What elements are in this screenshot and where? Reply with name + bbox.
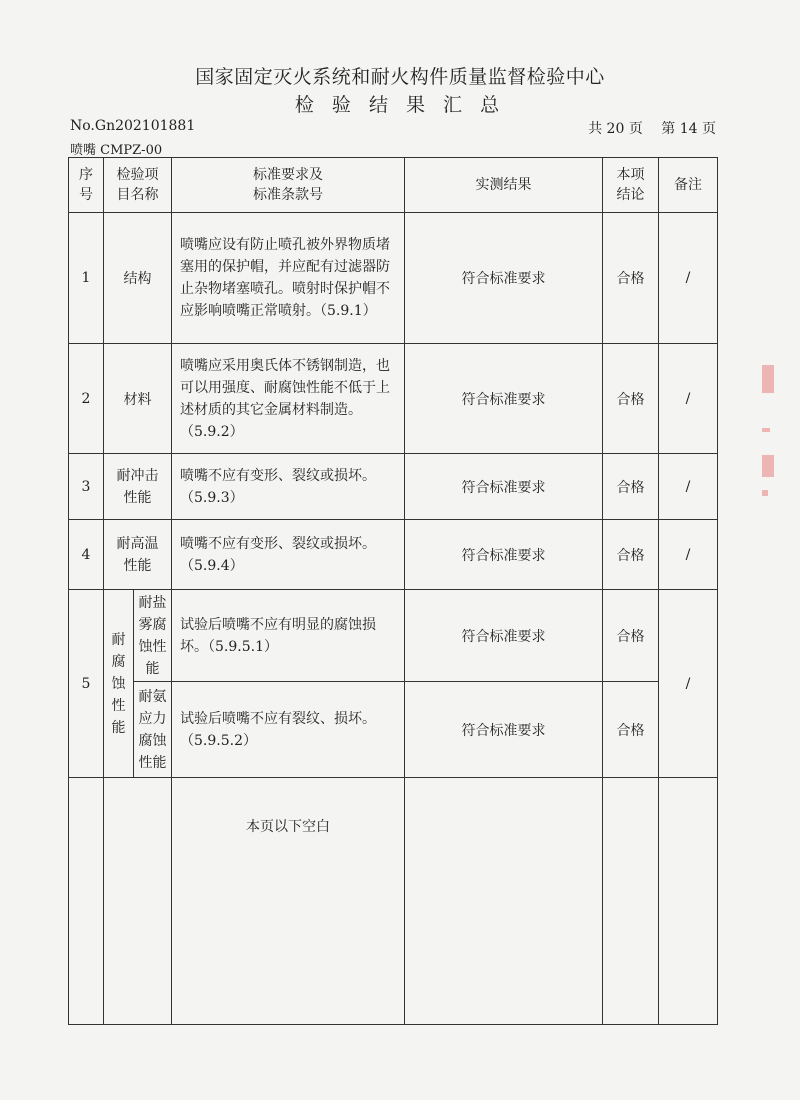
row-result: 符合标准要求 <box>405 682 603 778</box>
blank-cell <box>104 778 172 1025</box>
seal-mark <box>762 365 774 393</box>
row-item-line2: 性能 <box>123 557 152 574</box>
table-row <box>69 520 718 590</box>
table-row <box>69 344 718 454</box>
row-requirement: 喷嘴应采用奥氏体不锈钢制造，也可以用强度、耐腐蚀性能不低于上述材质的其它金属材料制造。（5.9.2） <box>172 344 405 454</box>
doc-title: 检 验 结 果 汇 总 <box>294 94 506 116</box>
row-result: 符合标准要求 <box>405 520 603 590</box>
col-item <box>104 158 172 213</box>
row-number: 4 <box>69 520 104 590</box>
col-requirement <box>172 158 405 213</box>
sub-item-line: 雾腐 <box>138 616 167 633</box>
seal-mark <box>762 490 768 496</box>
row-result: 符合标准要求 <box>405 454 603 520</box>
table-row <box>69 213 718 344</box>
row-requirement: 喷嘴应设有防止喷孔被外界物质堵塞用的保护帽，并应配有过滤器防止杂物堵塞喷孔。喷射时保护帽不应影响喷嘴正常喷射。（5.9.1） <box>172 213 405 344</box>
row-result: 符合标准要求 <box>405 213 603 344</box>
row-verdict: 合格 <box>603 682 659 778</box>
row-item-line1: 耐高温 <box>116 535 159 552</box>
row-item <box>104 454 172 520</box>
total-pages: 共 20 页 <box>588 121 643 137</box>
blank-note: 本页以下空白 <box>172 778 405 1025</box>
group-char: 腐 <box>111 653 126 670</box>
row-remark: / <box>659 213 718 344</box>
sub-item-line: 能 <box>145 660 160 677</box>
blank-cell <box>405 778 603 1025</box>
col-req-line1: 标准要求及 <box>253 167 323 183</box>
col-seq-line1: 序 <box>79 167 93 183</box>
row-verdict: 合格 <box>603 344 659 454</box>
col-item-line1: 检验项 <box>116 167 159 183</box>
row-remark: / <box>659 520 718 590</box>
sub-item-line: 蚀性 <box>138 638 167 655</box>
col-remark: 备注 <box>659 158 718 213</box>
row-verdict: 合格 <box>603 213 659 344</box>
group-char: 性 <box>111 697 126 714</box>
seal-mark <box>762 455 774 477</box>
row-verdict: 合格 <box>603 454 659 520</box>
table-header-row <box>69 158 718 213</box>
sub-item-name <box>134 590 172 682</box>
report-number: No.Gn202101881 <box>70 118 196 134</box>
col-item-line2: 目名称 <box>116 187 159 203</box>
row-requirement: 试验后喷嘴不应有裂纹、损坏。（5.9.5.2） <box>172 682 405 778</box>
table-row <box>69 590 718 682</box>
sub-item-name <box>134 682 172 778</box>
row-verdict: 合格 <box>603 520 659 590</box>
row-item: 结构 <box>104 213 172 344</box>
group-char: 耐 <box>111 631 126 648</box>
sub-item-line: 耐氨 <box>138 688 167 705</box>
page-number: 第 14 页 <box>661 121 716 137</box>
row-number: 2 <box>69 344 104 454</box>
table-row <box>69 682 718 778</box>
results-table <box>68 157 718 1025</box>
group-char: 蚀 <box>111 675 126 692</box>
row-number: 1 <box>69 213 104 344</box>
sub-item-line: 耐盐 <box>138 594 167 611</box>
row-result: 符合标准要求 <box>405 590 603 682</box>
row-group-name <box>104 590 134 778</box>
seal-mark <box>762 428 770 432</box>
page-counter <box>584 118 716 138</box>
col-seq-line2: 号 <box>79 187 93 203</box>
row-remark: / <box>659 590 718 778</box>
sub-item-line: 应力 <box>138 710 167 727</box>
row-remark: / <box>659 344 718 454</box>
row-remark: / <box>659 454 718 520</box>
col-verdict-line1: 本项 <box>616 167 645 183</box>
col-req-line2: 标准条款号 <box>253 187 323 203</box>
blank-cell <box>603 778 659 1025</box>
row-item-line1: 耐冲击 <box>116 467 159 484</box>
row-item: 材料 <box>104 344 172 454</box>
blank-cell <box>69 778 104 1025</box>
row-requirement: 喷嘴不应有变形、裂纹或损坏。（5.9.4） <box>172 520 405 590</box>
row-item <box>104 520 172 590</box>
row-item-line2: 性能 <box>123 489 152 506</box>
row-number: 3 <box>69 454 104 520</box>
col-seq <box>69 158 104 213</box>
col-result: 实测结果 <box>405 158 603 213</box>
sub-item-line: 腐蚀 <box>138 732 167 749</box>
group-char: 能 <box>111 719 126 736</box>
col-verdict <box>603 158 659 213</box>
sub-item-line: 性能 <box>138 754 167 771</box>
row-requirement: 试验后喷嘴不应有明显的腐蚀损坏。（5.9.5.1） <box>172 590 405 682</box>
product-name: 喷嘴 CMPZ-00 <box>70 143 163 158</box>
table-row <box>69 454 718 520</box>
org-title: 国家固定灭火系统和耐火构件质量监督检验中心 <box>195 66 605 88</box>
row-number: 5 <box>69 590 104 778</box>
blank-row <box>69 778 718 1025</box>
blank-cell <box>659 778 718 1025</box>
row-requirement: 喷嘴不应有变形、裂纹或损坏。（5.9.3） <box>172 454 405 520</box>
col-verdict-line2: 结论 <box>616 187 645 203</box>
row-verdict: 合格 <box>603 590 659 682</box>
row-result: 符合标准要求 <box>405 344 603 454</box>
